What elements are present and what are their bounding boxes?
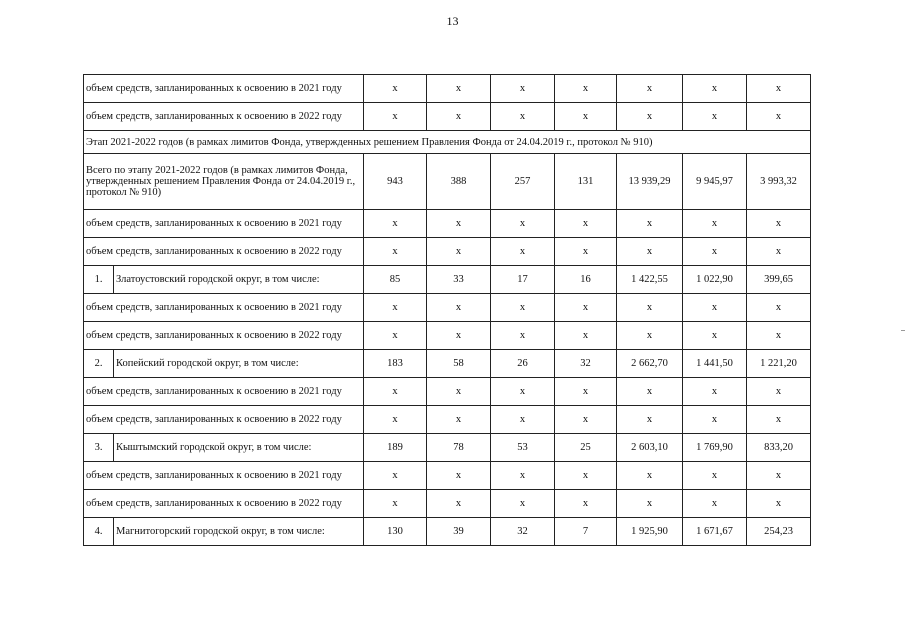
value-cell: 833,20 (747, 434, 811, 462)
x-mark-cell: х (364, 406, 427, 434)
row-label: объем средств, запланированных к освоению в 2021 году (84, 75, 364, 103)
value-cell: 9 945,97 (683, 154, 747, 210)
x-mark-cell: х (427, 75, 491, 103)
table-row (84, 462, 811, 490)
x-mark-cell: х (555, 462, 617, 490)
row-label: объем средств, запланированных к освоению в 2021 году (84, 378, 364, 406)
municipality-name: Златоустовский городской округ, в том числе: (114, 266, 364, 294)
x-mark-cell: х (617, 238, 683, 266)
row-number: 4. (84, 518, 114, 546)
x-mark-cell: х (491, 75, 555, 103)
x-mark-cell: х (427, 322, 491, 350)
x-mark-cell: х (364, 238, 427, 266)
x-mark-cell: х (617, 490, 683, 518)
municipality-name: Магнитогорский городской округ, в том числе: (114, 518, 364, 546)
x-mark-cell: х (555, 378, 617, 406)
x-mark-cell: х (683, 210, 747, 238)
value-cell: 399,65 (747, 266, 811, 294)
x-mark-cell: х (683, 378, 747, 406)
x-mark-cell: х (491, 103, 555, 131)
x-mark-cell: х (747, 210, 811, 238)
value-cell: 943 (364, 154, 427, 210)
value-cell: 131 (555, 154, 617, 210)
table-row (84, 294, 811, 322)
x-mark-cell: х (683, 238, 747, 266)
x-mark-cell: х (747, 103, 811, 131)
row-label: объем средств, запланированных к освоению в 2022 году (84, 490, 364, 518)
x-mark-cell: х (427, 462, 491, 490)
row-label: объем средств, запланированных к освоению в 2022 году (84, 322, 364, 350)
value-cell: 32 (491, 518, 555, 546)
x-mark-cell: х (617, 103, 683, 131)
x-mark-cell: х (617, 210, 683, 238)
x-mark-cell: х (683, 462, 747, 490)
stage-total-row (84, 154, 811, 210)
x-mark-cell: х (427, 378, 491, 406)
x-mark-cell: х (364, 378, 427, 406)
value-cell: 1 022,90 (683, 266, 747, 294)
value-cell: 130 (364, 518, 427, 546)
x-mark-cell: х (555, 406, 617, 434)
table-row (84, 378, 811, 406)
value-cell: 1 221,20 (747, 350, 811, 378)
value-cell: 388 (427, 154, 491, 210)
municipality-row (84, 518, 811, 546)
value-cell: 2 603,10 (617, 434, 683, 462)
municipality-row (84, 350, 811, 378)
x-mark-cell: х (617, 322, 683, 350)
x-mark-cell: х (491, 210, 555, 238)
x-mark-cell: х (747, 238, 811, 266)
x-mark-cell: х (491, 462, 555, 490)
x-mark-cell: х (555, 103, 617, 131)
x-mark-cell: х (364, 75, 427, 103)
x-mark-cell: х (364, 294, 427, 322)
x-mark-cell: х (427, 294, 491, 322)
value-cell: 257 (491, 154, 555, 210)
x-mark-cell: х (617, 75, 683, 103)
x-mark-cell: х (747, 406, 811, 434)
value-cell: 189 (364, 434, 427, 462)
x-mark-cell: х (555, 75, 617, 103)
value-cell: 13 939,29 (617, 154, 683, 210)
table-row (84, 75, 811, 103)
x-mark-cell: х (747, 378, 811, 406)
x-mark-cell: х (683, 103, 747, 131)
x-mark-cell: х (491, 378, 555, 406)
table-row (84, 322, 811, 350)
value-cell: 85 (364, 266, 427, 294)
value-cell: 1 925,90 (617, 518, 683, 546)
x-mark-cell: х (555, 238, 617, 266)
x-mark-cell: х (427, 490, 491, 518)
table-row (84, 490, 811, 518)
row-label: объем средств, запланированных к освоению в 2021 году (84, 210, 364, 238)
value-cell: 3 993,32 (747, 154, 811, 210)
value-cell: 1 769,90 (683, 434, 747, 462)
x-mark-cell: х (683, 322, 747, 350)
value-cell: 1 671,67 (683, 518, 747, 546)
x-mark-cell: х (617, 294, 683, 322)
value-cell: 183 (364, 350, 427, 378)
value-cell: 7 (555, 518, 617, 546)
x-mark-cell: х (491, 294, 555, 322)
table-row (84, 210, 811, 238)
value-cell: 58 (427, 350, 491, 378)
stage-title: Этап 2021-2022 годов (в рамках лимитов Фонда, утвержденных решением Правления Фонда от 24.04.2019 г., протокол № 910) (84, 131, 811, 154)
x-mark-cell: х (683, 406, 747, 434)
x-mark-cell: х (683, 294, 747, 322)
value-cell: 16 (555, 266, 617, 294)
x-mark-cell: х (747, 322, 811, 350)
x-mark-cell: х (364, 462, 427, 490)
row-number: 2. (84, 350, 114, 378)
row-number: 3. (84, 434, 114, 462)
page-number: 13 (446, 14, 459, 28)
value-cell: 1 441,50 (683, 350, 747, 378)
municipal-funding-table (83, 74, 811, 546)
municipality-name: Копейский городской округ, в том числе: (114, 350, 364, 378)
x-mark-cell: х (491, 322, 555, 350)
value-cell: 2 662,70 (617, 350, 683, 378)
x-mark-cell: х (364, 103, 427, 131)
row-label: объем средств, запланированных к освоению в 2021 году (84, 294, 364, 322)
x-mark-cell: х (555, 322, 617, 350)
x-mark-cell: х (617, 406, 683, 434)
value-cell: 254,23 (747, 518, 811, 546)
x-mark-cell: х (555, 490, 617, 518)
x-mark-cell: х (427, 210, 491, 238)
x-mark-cell: х (747, 294, 811, 322)
stage-total-label: Всего по этапу 2021-2022 годов (в рамках лимитов Фонда, утвержденных решением Правления Фонда от 24.04.2019 г., протокол № 910) (84, 154, 364, 210)
table-row (84, 238, 811, 266)
value-cell: 26 (491, 350, 555, 378)
value-cell: 53 (491, 434, 555, 462)
municipality-row (84, 434, 811, 462)
x-mark-cell: х (747, 490, 811, 518)
x-mark-cell: х (491, 490, 555, 518)
x-mark-cell: х (683, 490, 747, 518)
municipality-name: Кыштымский городской округ, в том числе: (114, 434, 364, 462)
value-cell: 17 (491, 266, 555, 294)
table-row (84, 103, 811, 131)
x-mark-cell: х (427, 103, 491, 131)
x-mark-cell: х (427, 238, 491, 266)
row-label: объем средств, запланированных к освоению в 2022 году (84, 238, 364, 266)
scan-edge-mark (901, 330, 905, 331)
x-mark-cell: х (491, 238, 555, 266)
x-mark-cell: х (555, 210, 617, 238)
row-label: объем средств, запланированных к освоению в 2022 году (84, 103, 364, 131)
row-label: объем средств, запланированных к освоению в 2022 году (84, 406, 364, 434)
value-cell: 33 (427, 266, 491, 294)
x-mark-cell: х (617, 378, 683, 406)
value-cell: 1 422,55 (617, 266, 683, 294)
x-mark-cell: х (364, 210, 427, 238)
x-mark-cell: х (747, 462, 811, 490)
x-mark-cell: х (555, 294, 617, 322)
x-mark-cell: х (427, 406, 491, 434)
x-mark-cell: х (364, 490, 427, 518)
value-cell: 39 (427, 518, 491, 546)
table-body (84, 75, 811, 546)
row-number: 1. (84, 266, 114, 294)
x-mark-cell: х (491, 406, 555, 434)
table-row (84, 406, 811, 434)
x-mark-cell: х (683, 75, 747, 103)
x-mark-cell: х (364, 322, 427, 350)
x-mark-cell: х (747, 75, 811, 103)
row-label: объем средств, запланированных к освоению в 2021 году (84, 462, 364, 490)
stage-title-row (84, 131, 811, 154)
x-mark-cell: х (617, 462, 683, 490)
municipality-row (84, 266, 811, 294)
value-cell: 25 (555, 434, 617, 462)
value-cell: 32 (555, 350, 617, 378)
value-cell: 78 (427, 434, 491, 462)
